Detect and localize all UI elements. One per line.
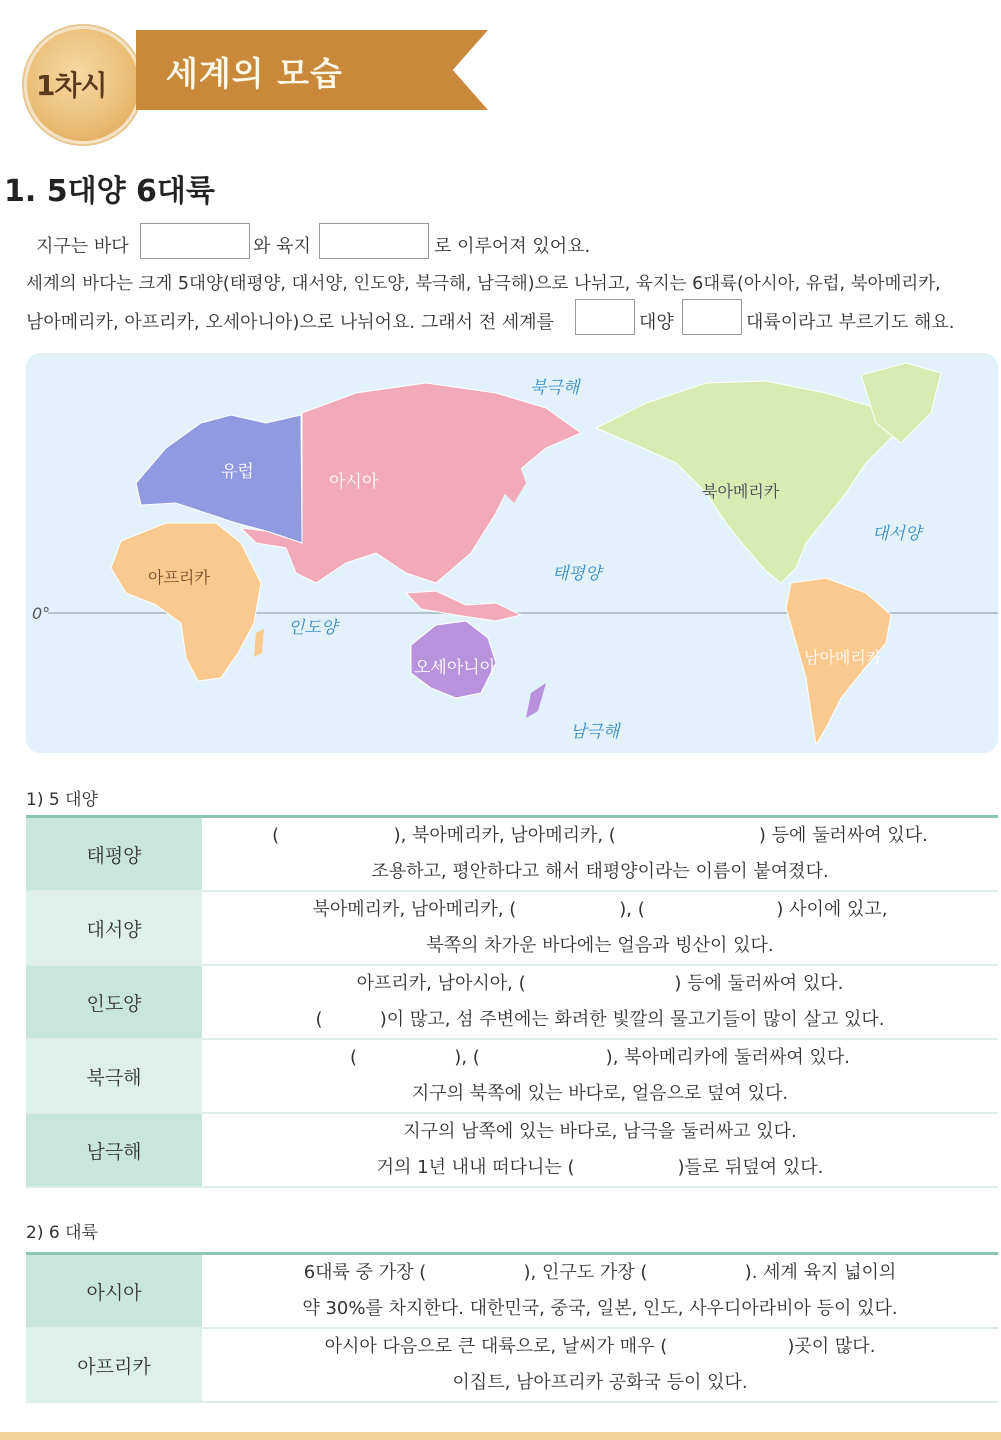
continents-table-title: 2) 6 대륙 [26,1223,98,1243]
label-equator: 0° [32,604,51,623]
answer-blank-ocean-ratio[interactable] [140,223,250,259]
row-content-pacific [202,817,998,892]
intro-line1-part3: 로 이루어져 있어요. [434,236,591,257]
intro-line2: 세계의 바다는 크게 5대양(태평양, 대서양, 인도양, 북극해, 남극해)으로 나뉘고, 육지는 6대륙(아시아, 유럽, 북아메리카, [26,274,941,294]
intro-line3-part2: 대양 [639,312,674,333]
row-header-arctic: 북극해 [26,1039,202,1113]
label-oceania: 오세아니아 [414,658,497,678]
row-content-africa [202,1328,998,1402]
continent-oceania-nz [526,683,546,718]
lesson-title: 세계의 모습 [166,54,343,93]
southern-line1: 지구의 남쪽에 있는 바다로, 남극을 둘러싸고 있다. [403,1121,797,1142]
continent-africa-madagascar [254,629,264,657]
atlantic-line2: 북쪽의 차가운 바다에는 얼음과 빙산이 있다. [426,935,774,956]
arctic-line1: ( ), ( ), 북아메리카에 둘러싸여 있다. [350,1047,850,1068]
table-row [26,1113,998,1187]
label-europe: 유럽 [221,462,254,482]
table-row [26,817,998,892]
page-bottom-bar [0,1432,1001,1440]
africa-line1: 아시아 다음으로 큰 대륙으로, 날씨가 매우 ( )곳이 많다. [324,1336,876,1357]
continent-asia-islands [406,591,521,621]
label-north-america: 북아메리카 [702,482,780,501]
answer-blank-land-ratio[interactable] [319,223,429,259]
answer-blank-ocean-count[interactable] [575,299,635,335]
row-header-africa: 아프리카 [26,1328,202,1402]
atlantic-line1: 북아메리카, 남아메리카, ( ), ( ) 사이에 있고, [312,899,888,920]
continent-europe [136,415,302,543]
world-map [26,353,998,753]
row-content-arctic [202,1039,998,1113]
indian-line1: 아프리카, 남아시아, ( ) 등에 둘러싸여 있다. [356,973,844,994]
lesson-header [18,18,498,128]
label-south-america: 남아메리카 [804,648,882,667]
row-header-indian: 인도양 [26,965,202,1039]
row-content-indian [202,965,998,1039]
continents-table [26,1252,998,1403]
row-header-atlantic: 대서양 [26,891,202,965]
table-row [26,1039,998,1113]
label-pacific-ocean: 태평양 [552,564,602,584]
row-header-asia: 아시아 [26,1254,202,1329]
intro-line1-part1: 지구는 바다 [36,236,129,257]
world-map-svg [26,353,998,753]
indian-line2: ( )이 많고, 섬 주변에는 화려한 빛깔의 물고기들이 많이 살고 있다. [315,1009,885,1030]
row-content-atlantic [202,891,998,965]
row-content-asia [202,1254,998,1329]
asia-line1: 6대륙 중 가장 ( ), 인구도 가장 ( ). 세계 육지 넓이의 [303,1262,897,1283]
pacific-line1: ( ), 북아메리카, 남아메리카, ( ) 등에 둘러싸여 있다. [272,825,928,846]
arctic-line2: 지구의 북쪽에 있는 바다로, 얼음으로 덮여 있다. [411,1083,789,1104]
continent-africa [111,523,261,681]
table-row [26,1254,998,1329]
label-atlantic-ocean: 대서양 [872,524,922,544]
section-title: 1. 5대양 6대륙 [4,174,215,209]
label-indian-ocean: 인도양 [288,618,338,638]
row-header-pacific: 태평양 [26,817,202,892]
oceans-table [26,815,998,1188]
lesson-badge-label: 1차시 [36,69,107,102]
intro-line1-part2: 와 육지 [253,236,311,257]
label-arctic-ocean: 북극해 [530,378,580,398]
southern-line2: 거의 1년 내내 떠다니는 ( )들로 뒤덮여 있다. [376,1157,824,1178]
pacific-line2: 조용하고, 평안하다고 해서 태평양이라는 이름이 붙여졌다. [371,861,829,882]
table-row [26,965,998,1039]
label-africa: 아프리카 [148,568,210,587]
label-southern-ocean: 남극해 [570,722,620,742]
asia-line2: 약 30%를 차지한다. 대한민국, 중국, 일본, 인도, 사우디아라비아 등이 있다. [302,1298,898,1319]
answer-blank-continent-count[interactable] [682,299,742,335]
row-header-southern: 남극해 [26,1113,202,1187]
row-content-southern [202,1113,998,1187]
table-row [26,891,998,965]
africa-line2: 이집트, 남아프리카 공화국 등이 있다. [452,1372,748,1393]
intro-line3-part1: 남아메리카, 아프리카, 오세아니아)으로 나뉘어요. 그래서 전 세계를 [26,312,554,333]
oceans-table-title: 1) 5 대양 [26,790,98,810]
label-asia: 아시아 [329,472,379,492]
table-row [26,1328,998,1402]
intro-line3-part3: 대륙이라고 부르기도 해요. [746,312,955,333]
